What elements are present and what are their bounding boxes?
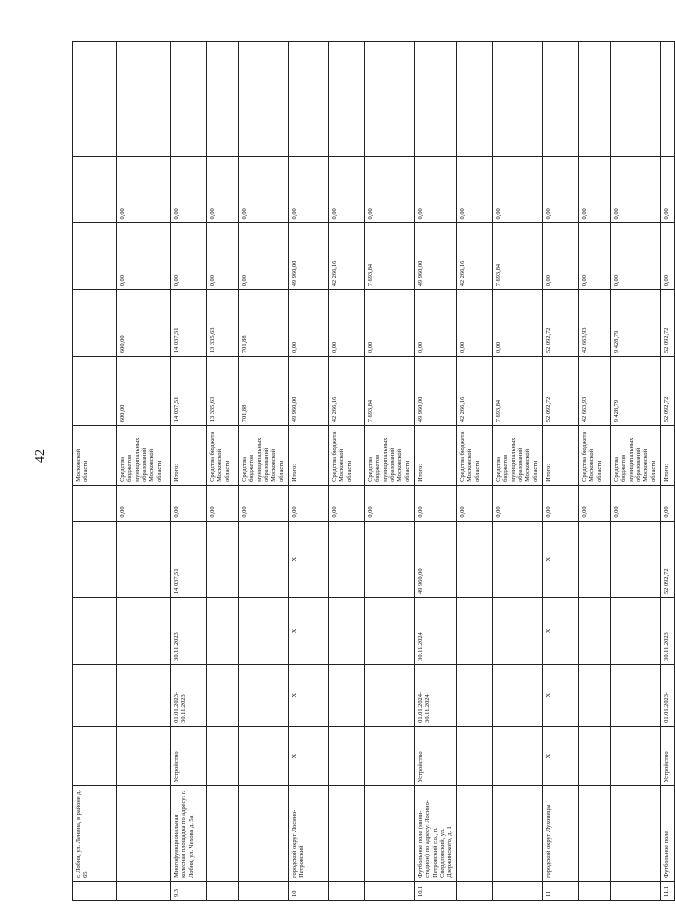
cell-number [117,881,171,900]
cell-total-cost [73,521,117,597]
cell-work-type: Устройство [171,726,207,786]
cell-completion-date [578,598,610,665]
cell-work-type [73,726,117,786]
cell-year-2023: 0,00 [289,290,329,357]
cell-total-cost [610,521,660,597]
cell-year-2026 [289,42,329,157]
page-number: 42 [33,449,48,463]
cell-total-cost [578,521,610,597]
cell-total-cost: 49 960,00 [415,521,457,597]
cell-year-2025: 0,00 [415,156,457,223]
cell-work-type: X [542,726,578,786]
cell-year-2025: 0,00 [610,156,660,223]
cell-year-2025: 0,00 [239,156,289,223]
cell-year-2026 [329,42,365,157]
cell-funding-source: Итого: [289,426,329,486]
cell-year-2026 [542,42,578,157]
cell-financed: 0,00 [660,485,674,521]
cell-year-2024: 0,00 [117,223,171,290]
cell-completion-date [73,598,117,665]
cell-year-2023: 9 428,79 [610,290,660,357]
table-row [207,42,239,901]
cell-year-2024: 49 960,00 [415,223,457,290]
cell-period: X [289,664,329,726]
cell-funding-source: Средства бюджета Московской области [578,426,610,486]
cell-object-name [578,786,610,881]
program-table [72,41,675,901]
cell-work-type [492,726,542,786]
cell-financed: 0,00 [578,485,610,521]
cell-object-name [239,786,289,881]
cell-number: 9.3 [171,881,207,900]
cell-year-2025: 0,00 [365,156,415,223]
cell-total-cost [492,521,542,597]
cell-completion-date [117,598,171,665]
table-row [456,42,492,901]
cell-year-2023: 52 092,72 [542,290,578,357]
cell-funding-source: Средства бюджета Московской области [456,426,492,486]
cell-year-2026 [492,42,542,157]
cell-financed: 0,00 [117,485,171,521]
cell-year-2026 [660,42,674,157]
cell-completion-date [207,598,239,665]
table-row [289,42,329,901]
cell-financed: 0,00 [456,485,492,521]
cell-amount-total: 42 266,16 [329,357,365,426]
cell-amount-total: 49 960,00 [415,357,457,426]
cell-number [610,881,660,900]
cell-year-2024: 0,00 [660,223,674,290]
cell-year-2023: 13 335,63 [207,290,239,357]
cell-funding-source: Средства бюджетов муниципальных образований Московской области [492,426,542,486]
cell-financed: 0,00 [171,485,207,521]
cell-year-2024: 7 693,84 [365,223,415,290]
cell-year-2026 [73,42,117,157]
cell-total-cost [239,521,289,597]
cell-year-2023: 0,00 [456,290,492,357]
cell-funding-source: Итого: [171,426,207,486]
cell-number: 11 [542,881,578,900]
cell-number [492,881,542,900]
cell-period [610,664,660,726]
table-row [239,42,289,901]
cell-year-2025: 0,00 [329,156,365,223]
cell-work-type [365,726,415,786]
cell-number [239,881,289,900]
table-row [610,42,660,901]
cell-total-cost [207,521,239,597]
cell-funding-source: Средства бюджетов муниципальных образований Московской области [610,426,660,486]
table-row [365,42,415,901]
cell-funding-source: Средства бюджетов муниципальных образований Московской области [365,426,415,486]
cell-financed: 0,00 [415,485,457,521]
cell-financed: 0,00 [365,485,415,521]
cell-completion-date: 30.11.2023 [171,598,207,665]
cell-year-2025: 0,00 [456,156,492,223]
cell-completion-date: 30.11.2023 [660,598,674,665]
cell-completion-date [492,598,542,665]
cell-object-name: Футбольное поле [660,786,674,881]
table-row [660,42,674,901]
cell-year-2026 [239,42,289,157]
cell-year-2025: 0,00 [660,156,674,223]
cell-year-2025: 0,00 [492,156,542,223]
cell-amount-total: 49 960,00 [289,357,329,426]
cell-year-2024: 0,00 [171,223,207,290]
cell-amount-total: 600,00 [117,357,171,426]
cell-work-type [239,726,289,786]
cell-work-type: Устройство [415,726,457,786]
cell-funding-source: Средства бюджетов муниципальных образований Московской области [117,426,171,486]
cell-funding-source: Итого: [415,426,457,486]
cell-object-name [365,786,415,881]
cell-year-2024 [73,223,117,290]
cell-work-type [117,726,171,786]
cell-work-type [578,726,610,786]
cell-object-name: городской округ Лосино-Петровский [289,786,329,881]
cell-year-2024: 0,00 [239,223,289,290]
cell-year-2026 [578,42,610,157]
cell-funding-source: Итого: [542,426,578,486]
cell-object-name: г. Лобня, ул. Ленина, в районе д. 65 [73,786,117,881]
cell-total-cost [365,521,415,597]
cell-financed: 0,00 [239,485,289,521]
cell-financed: 0,00 [329,485,365,521]
cell-year-2023: 52 092,72 [660,290,674,357]
cell-year-2023: 14 037,51 [171,290,207,357]
cell-number: 10.1 [415,881,457,900]
cell-year-2023: 0,00 [329,290,365,357]
cell-number: 10 [289,881,329,900]
cell-completion-date [456,598,492,665]
cell-funding-source: Средства бюджетов муниципальных образований Московской области [239,426,289,486]
cell-financed [73,485,117,521]
cell-object-name [117,786,171,881]
cell-period: X [542,664,578,726]
cell-year-2024: 7 693,84 [492,223,542,290]
cell-number [207,881,239,900]
cell-number [578,881,610,900]
cell-financed: 0,00 [207,485,239,521]
cell-object-name: городской округ Луховицы [542,786,578,881]
cell-object-name [610,786,660,881]
table-row [492,42,542,901]
cell-year-2023: 701,88 [239,290,289,357]
cell-completion-date: 30.11.2024 [415,598,457,665]
cell-total-cost [456,521,492,597]
cell-year-2026 [610,42,660,157]
cell-object-name [456,786,492,881]
cell-amount-total: 52 092,72 [660,357,674,426]
cell-year-2023: 42 663,93 [578,290,610,357]
cell-object-name [492,786,542,881]
cell-year-2024: 0,00 [542,223,578,290]
cell-period [578,664,610,726]
cell-year-2025: 0,00 [289,156,329,223]
cell-amount-total: 42 663,93 [578,357,610,426]
cell-work-type: Устройство [660,726,674,786]
cell-object-name [329,786,365,881]
cell-amount-total [73,357,117,426]
cell-year-2023: 600,00 [117,290,171,357]
cell-period: 01.01.2023- [660,664,674,726]
cell-year-2024: 42 266,16 [329,223,365,290]
cell-amount-total: 7 693,84 [492,357,542,426]
table-body [73,42,675,901]
cell-year-2024: 42 266,16 [456,223,492,290]
cell-total-cost [117,521,171,597]
cell-funding-source: Московской области [73,426,117,486]
cell-total-cost: 52 092,72 [660,521,674,597]
cell-total-cost [329,521,365,597]
cell-period [456,664,492,726]
cell-period [365,664,415,726]
cell-financed: 0,00 [542,485,578,521]
cell-completion-date [329,598,365,665]
cell-amount-total: 42 266,16 [456,357,492,426]
table-row [73,42,117,901]
cell-amount-total: 14 037,51 [171,357,207,426]
cell-completion-date [365,598,415,665]
table-row [578,42,610,901]
cell-period [73,664,117,726]
cell-year-2025: 0,00 [171,156,207,223]
cell-period [207,664,239,726]
cell-year-2023 [73,290,117,357]
cell-year-2023: 0,00 [365,290,415,357]
cell-amount-total: 701,88 [239,357,289,426]
table-row [415,42,457,901]
cell-work-type [456,726,492,786]
cell-year-2023: 0,00 [492,290,542,357]
cell-completion-date: X [542,598,578,665]
cell-number [365,881,415,900]
cell-amount-total: 52 092,72 [542,357,578,426]
cell-number: 11.1 [660,881,674,900]
cell-year-2025: 0,00 [117,156,171,223]
cell-year-2026 [207,42,239,157]
cell-period: 01.01.2023-30.11.2023 [171,664,207,726]
cell-number [73,881,117,900]
cell-work-type [329,726,365,786]
cell-funding-source: Средства бюджета Московской области [329,426,365,486]
cell-financed: 0,00 [289,485,329,521]
cell-year-2024: 49 960,00 [289,223,329,290]
cell-year-2025: 0,00 [207,156,239,223]
table-row [117,42,171,901]
cell-work-type [610,726,660,786]
cell-work-type [207,726,239,786]
cell-number [456,881,492,900]
cell-completion-date [239,598,289,665]
cell-amount-total: 7 693,84 [365,357,415,426]
cell-funding-source: Средства бюджета Московской области [207,426,239,486]
cell-year-2026 [117,42,171,157]
cell-financed: 0,00 [492,485,542,521]
cell-amount-total: 13 335,63 [207,357,239,426]
cell-year-2026 [456,42,492,157]
cell-object-name: Многофункциональная колесная площадка по адресу: г. Лобня, ул. Чехова д. 5а [171,786,207,881]
cell-total-cost: X [542,521,578,597]
cell-year-2026 [365,42,415,157]
cell-completion-date [610,598,660,665]
cell-year-2025: 0,00 [542,156,578,223]
cell-year-2025 [73,156,117,223]
cell-financed: 0,00 [610,485,660,521]
cell-amount-total: 9 428,79 [610,357,660,426]
cell-year-2026 [415,42,457,157]
table-row [542,42,578,901]
cell-completion-date: X [289,598,329,665]
table-row [329,42,365,901]
cell-total-cost: 14 037,51 [171,521,207,597]
cell-year-2023: 0,00 [415,290,457,357]
cell-work-type: X [289,726,329,786]
cell-period [239,664,289,726]
cell-period: 01.01.2024-30.11.2024 [415,664,457,726]
cell-year-2024: 0,00 [610,223,660,290]
cell-number [329,881,365,900]
cell-period [329,664,365,726]
cell-object-name: Футбольное поле (мини-стадион) по адресу: Лосино-Петровский г.о., п. Свердловский, ул. Дзержинского, д. 1 [415,786,457,881]
cell-object-name [207,786,239,881]
cell-year-2024: 0,00 [578,223,610,290]
cell-year-2024: 0,00 [207,223,239,290]
cell-period [492,664,542,726]
cell-year-2026 [171,42,207,157]
cell-year-2025: 0,00 [578,156,610,223]
cell-funding-source: Итого: [660,426,674,486]
table-row [171,42,207,901]
cell-total-cost: X [289,521,329,597]
cell-period [117,664,171,726]
